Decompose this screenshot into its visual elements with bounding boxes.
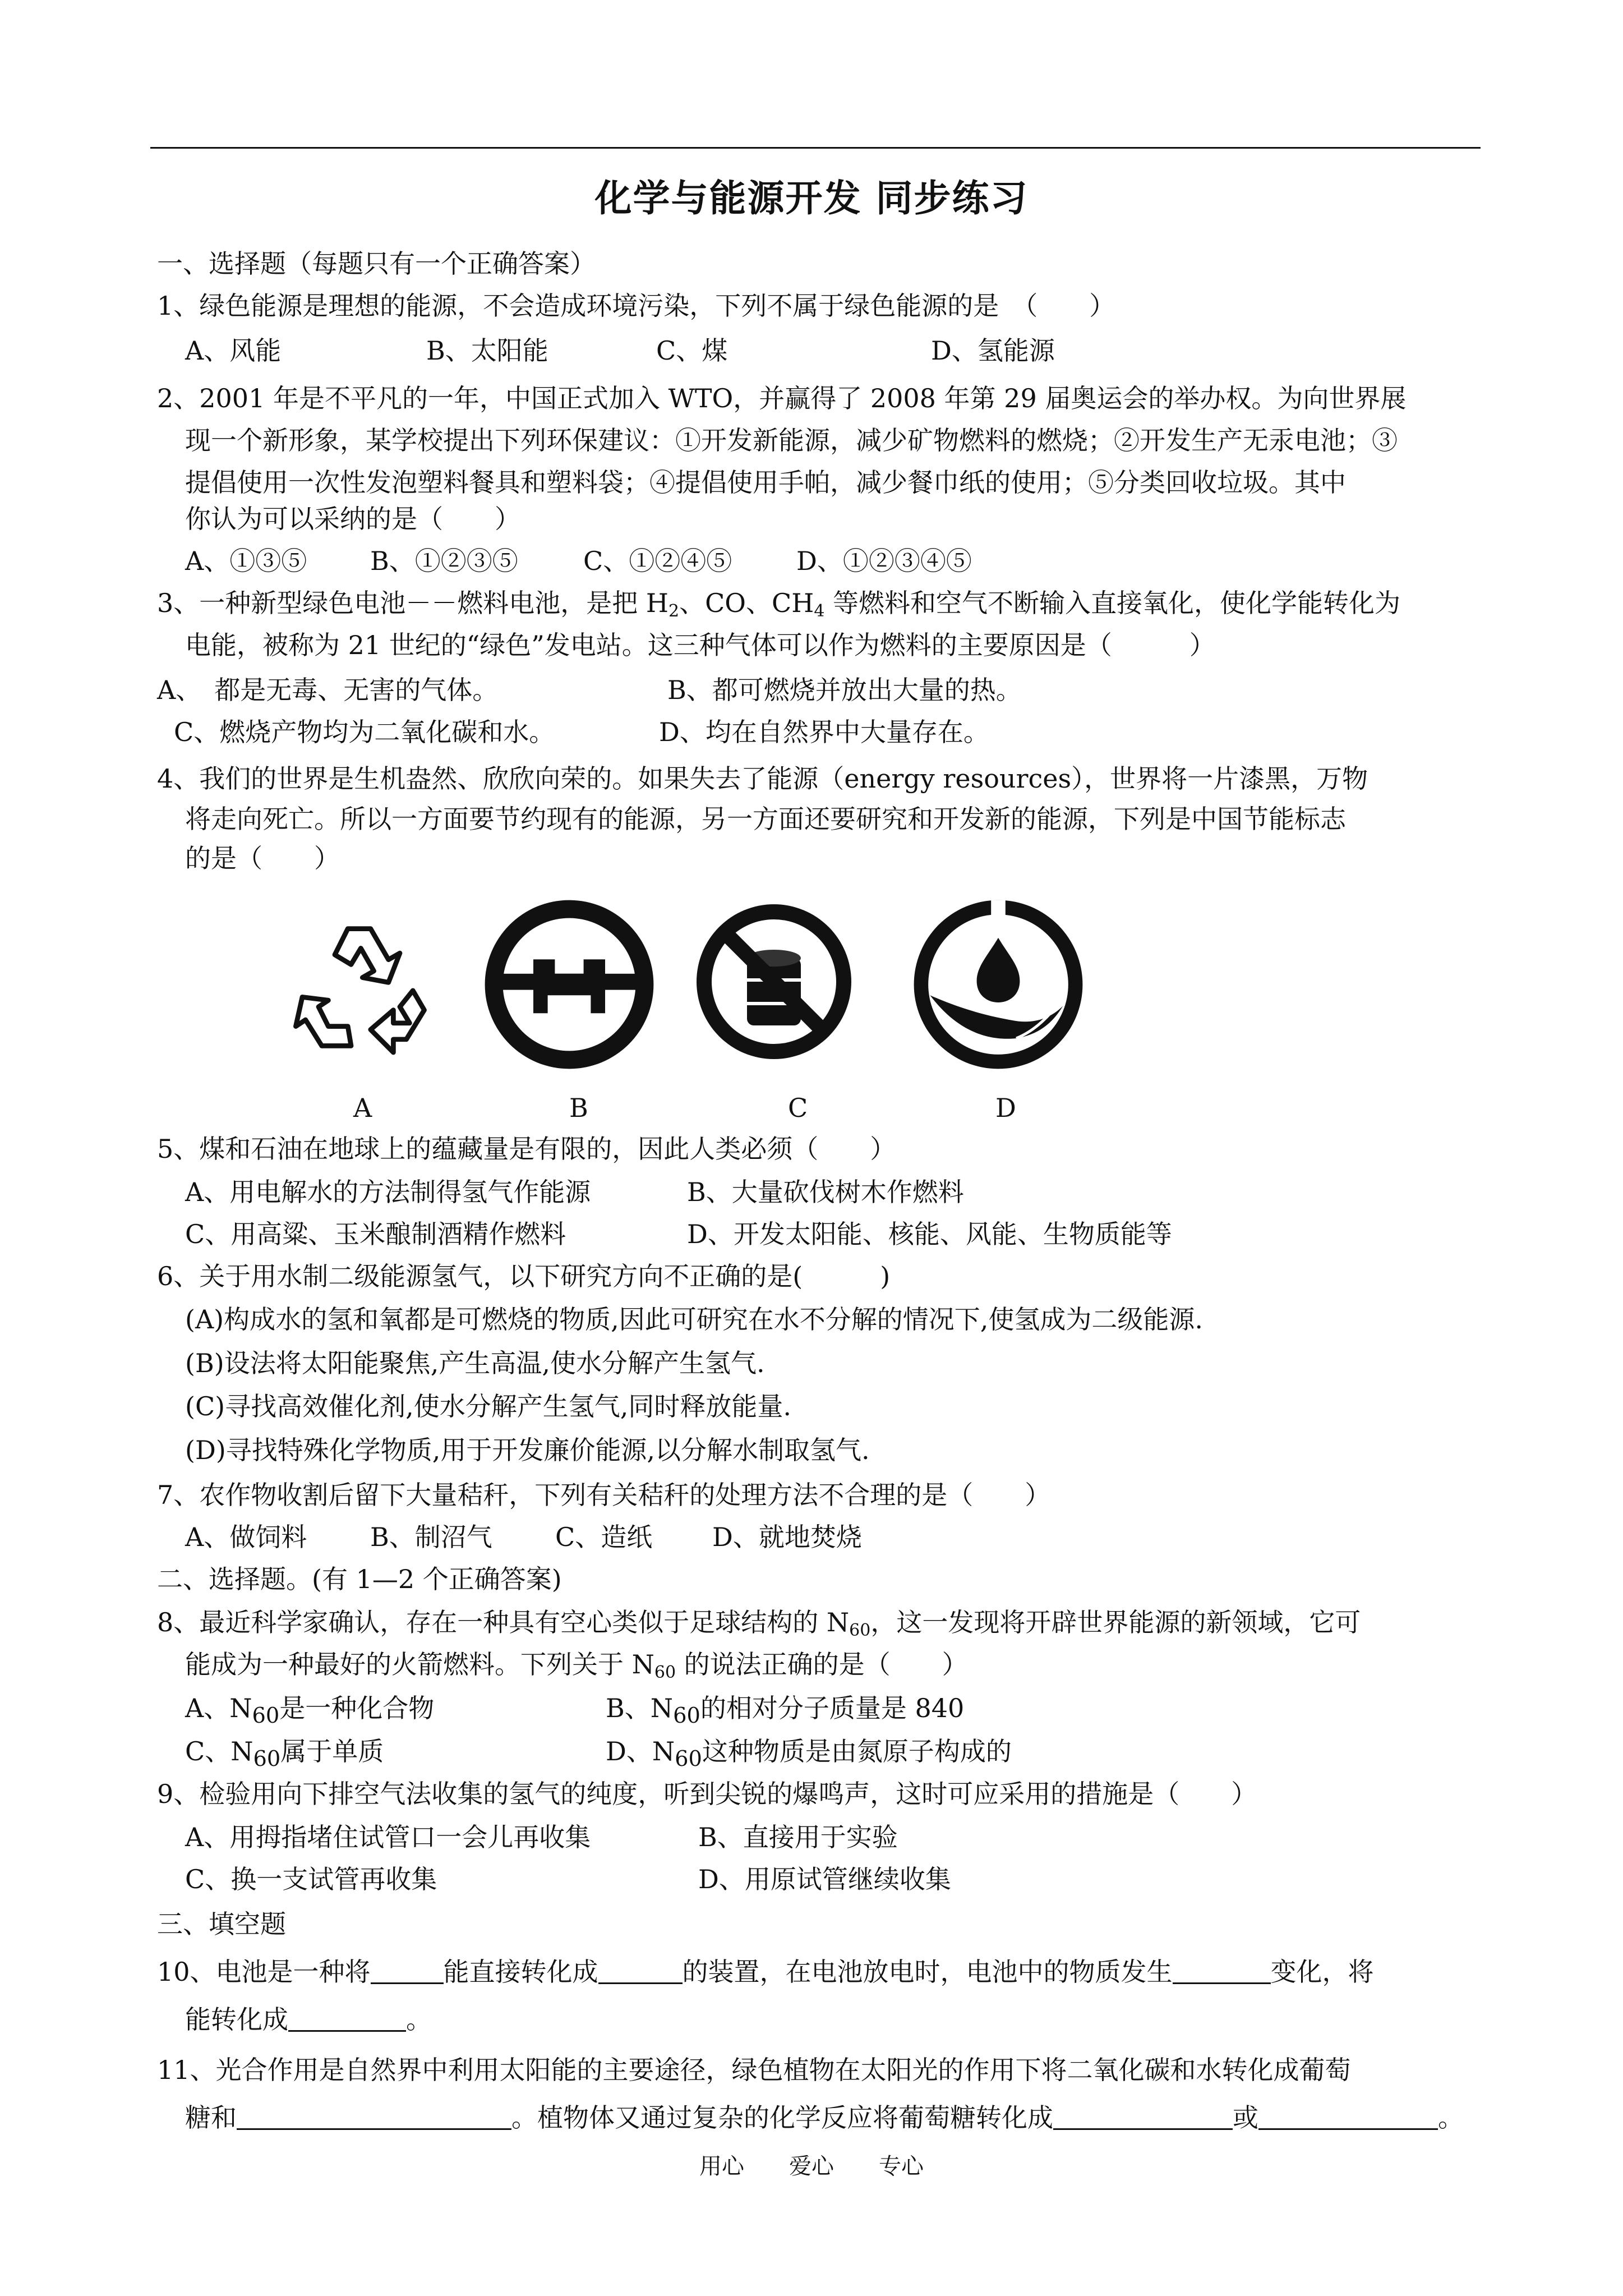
q9-option-c: C、换一支试管再收集 — [185, 1864, 437, 1894]
q3-option-b: B、都可燃烧并放出大量的热。 — [667, 675, 1022, 705]
fill-blank-6[interactable] — [1053, 2104, 1233, 2130]
question-9: 9、检验用向下排空气法收集的氢气的纯度，听到尖锐的爆鸣声，这时可应采用的措施是（ ） — [157, 1779, 1257, 1809]
fill-blank-7[interactable] — [1258, 2104, 1438, 2130]
energy-saving-icon — [479, 895, 659, 1074]
q7-option-b: B、制沼气 — [370, 1522, 492, 1552]
question-8-line-2: 能成为一种最好的火箭燃料。下列关于 $N_{60}$ 的说法正确的是（ ） — [185, 1649, 968, 1682]
question-4-line-2: 将走向死亡。所以一方面要节约现有的能源，另一方面还要研究和开发新的能源，下列是中国节能标志 — [185, 804, 1346, 834]
logo-label-c: C — [788, 1093, 808, 1123]
no-oil-barrel-icon — [690, 898, 858, 1066]
q8-option-a: A、$N_{60}$是一种化合物 — [185, 1693, 435, 1729]
question-5: 5、煤和石油在地球上的蕴藏量是有限的，因此人类必须（ ） — [157, 1134, 896, 1164]
q2-option-d: D、①②③④⑤ — [796, 546, 972, 576]
header-rule — [150, 147, 1481, 149]
question-10-line-2: 能转化成 。 — [185, 2004, 432, 2035]
q7-option-a: A、做饲料 — [185, 1522, 307, 1552]
q2-option-c: C、①②④⑤ — [583, 546, 732, 576]
q7-option-d: D、就地焚烧 — [712, 1522, 862, 1552]
q1-option-d: D、氢能源 — [931, 335, 1055, 366]
q5-option-b: B、大量砍伐树木作燃料 — [687, 1177, 964, 1207]
question-4-line-1: 4、我们的世界是生机盎然、欣欣向荣的。如果失去了能源（energy resources），世界将一片漆黑，万物 — [157, 763, 1368, 794]
q1-option-a: A、风能 — [185, 335, 282, 366]
question-3-line-2: 电能，被称为 21 世纪的“绿色”发电站。这三种气体可以作为燃料的主要原因是（ ） — [185, 630, 1215, 660]
q2-option-a: A、①③⑤ — [185, 546, 307, 576]
logo-label-b: B — [569, 1093, 588, 1123]
q6-option-a: (A)构成水的氢和氧都是可燃烧的物质,因此可研究在水不分解的情况下,使氢成为二级能源. — [185, 1304, 1203, 1335]
question-3-line-1: 3、一种新型绿色电池－－燃料电池，是把 $H_2$、CO、$CH_4$ 等燃料和空气不断输入直接氧化，使化学能转化为 — [157, 588, 1401, 621]
fill-blank-5[interactable] — [237, 2104, 511, 2130]
q3-option-c: C、燃烧产物均为二氧化碳和水。 — [174, 717, 555, 747]
question-10-line-1: 10、电池是一种将 能直接转化成 的装置，在电池放电时，电池中的物质发生 变化，将 — [157, 1957, 1374, 1987]
logo-label-a: A — [353, 1093, 372, 1123]
logo-label-d: D — [995, 1093, 1016, 1123]
question-4-line-3: 的是（ ） — [185, 843, 340, 873]
q5-option-c: C、用高粱、玉米酿制酒精作燃料 — [185, 1219, 566, 1249]
question-6: 6、关于用水制二级能源氢气，以下研究方向不正确的是( ) — [157, 1261, 891, 1291]
question-2-line-2: 现一个新形象，某学校提出下列环保建议：①开发新能源，减少矿物燃料的燃烧；②开发生产无汞电池；③ — [185, 425, 1398, 455]
q3-option-a: A、 都是无毒、无害的气体。 — [157, 675, 499, 705]
q6-option-d: (D)寻找特殊化学物质,用于开发廉价能源,以分解水制取氢气. — [185, 1435, 870, 1465]
q1-option-b: B、太阳能 — [426, 335, 548, 366]
question-2-line-3: 提倡使用一次性发泡塑料餐具和塑料袋；④提倡使用手帕，减少餐巾纸的使用；⑤分类回收垃圾。其中 — [185, 467, 1346, 498]
question-8-line-1: 8、最近科学家确认，存在一种具有空心类似于足球结构的 $N_{60}$，这一发现将开辟世界能源的新领域，它可 — [157, 1607, 1361, 1640]
question-7: 7、农作物收割后留下大量秸秆，下列有关秸秆的处理方法不合理的是（ ） — [157, 1480, 1051, 1510]
q8-option-d: D、$N_{60}$这种物质是由氮原子构成的 — [606, 1736, 1012, 1772]
fill-blank-3[interactable] — [1173, 1958, 1271, 1984]
q6-option-c: (C)寻找高效催化剂,使水分解产生氢气,同时释放能量. — [185, 1391, 791, 1421]
q1-option-c: C、煤 — [656, 335, 728, 366]
recycle-icon — [286, 906, 449, 1069]
fill-blank-2[interactable] — [598, 1958, 683, 1984]
question-11-line-1: 11、光合作用是自然界中利用太阳能的主要途径，绿色植物在太阳光的作用下将二氧化碳和水转化成葡萄 — [157, 2055, 1351, 2085]
q3-option-d: D、均在自然界中大量存在。 — [659, 717, 989, 747]
q9-option-a: A、用拇指堵住试管口一会儿再收集 — [185, 1822, 591, 1852]
question-2-line-1: 2、2001 年是不平凡的一年，中国正式加入 WTO，并赢得了 2008 年第 29 届奥运会的举办权。为向世界展 — [157, 383, 1407, 413]
section-heading-2: 二、选择题。(有 1—2 个正确答案) — [157, 1564, 562, 1594]
q5-option-d: D、开发太阳能、核能、风能、生物质能等 — [687, 1219, 1172, 1249]
question-2-line-4: 你认为可以采纳的是（ ） — [185, 504, 520, 534]
q9-option-b: B、直接用于实验 — [698, 1822, 898, 1852]
q6-option-b: (B)设法将太阳能聚焦,产生高温,使水分解产生氢气. — [185, 1348, 765, 1378]
q8-option-c: C、$N_{60}$属于单质 — [185, 1736, 384, 1772]
q2-option-b: B、①②③⑤ — [370, 546, 518, 576]
q5-option-a: A、用电解水的方法制得氢气作能源 — [185, 1177, 591, 1207]
question-11-line-2: 糖和 。植物体又通过复杂的化学反应将葡萄糖转化成 或 。 — [185, 2102, 1464, 2133]
page-title: 化学与能源开发 同步练习 — [594, 176, 1029, 220]
page-footer: 用心 爱心 专心 — [699, 2154, 924, 2179]
water-drop-hand-icon — [909, 895, 1088, 1074]
q9-option-d: D、用原试管继续收集 — [698, 1864, 951, 1894]
q7-option-c: C、造纸 — [555, 1522, 653, 1552]
fill-blank-1[interactable] — [371, 1958, 444, 1984]
question-1: 1、绿色能源是理想的能源，不会造成环境污染，下列不属于绿色能源的是 （ ） — [157, 291, 1115, 321]
fill-blank-4[interactable] — [288, 2005, 406, 2032]
section-heading-3: 三、填空题 — [157, 1909, 286, 1939]
q8-option-b: B、$N_{60}$的相对分子质量是 840 — [606, 1693, 965, 1729]
section-heading-1: 一、选择题（每题只有一个正确答案） — [157, 249, 596, 279]
